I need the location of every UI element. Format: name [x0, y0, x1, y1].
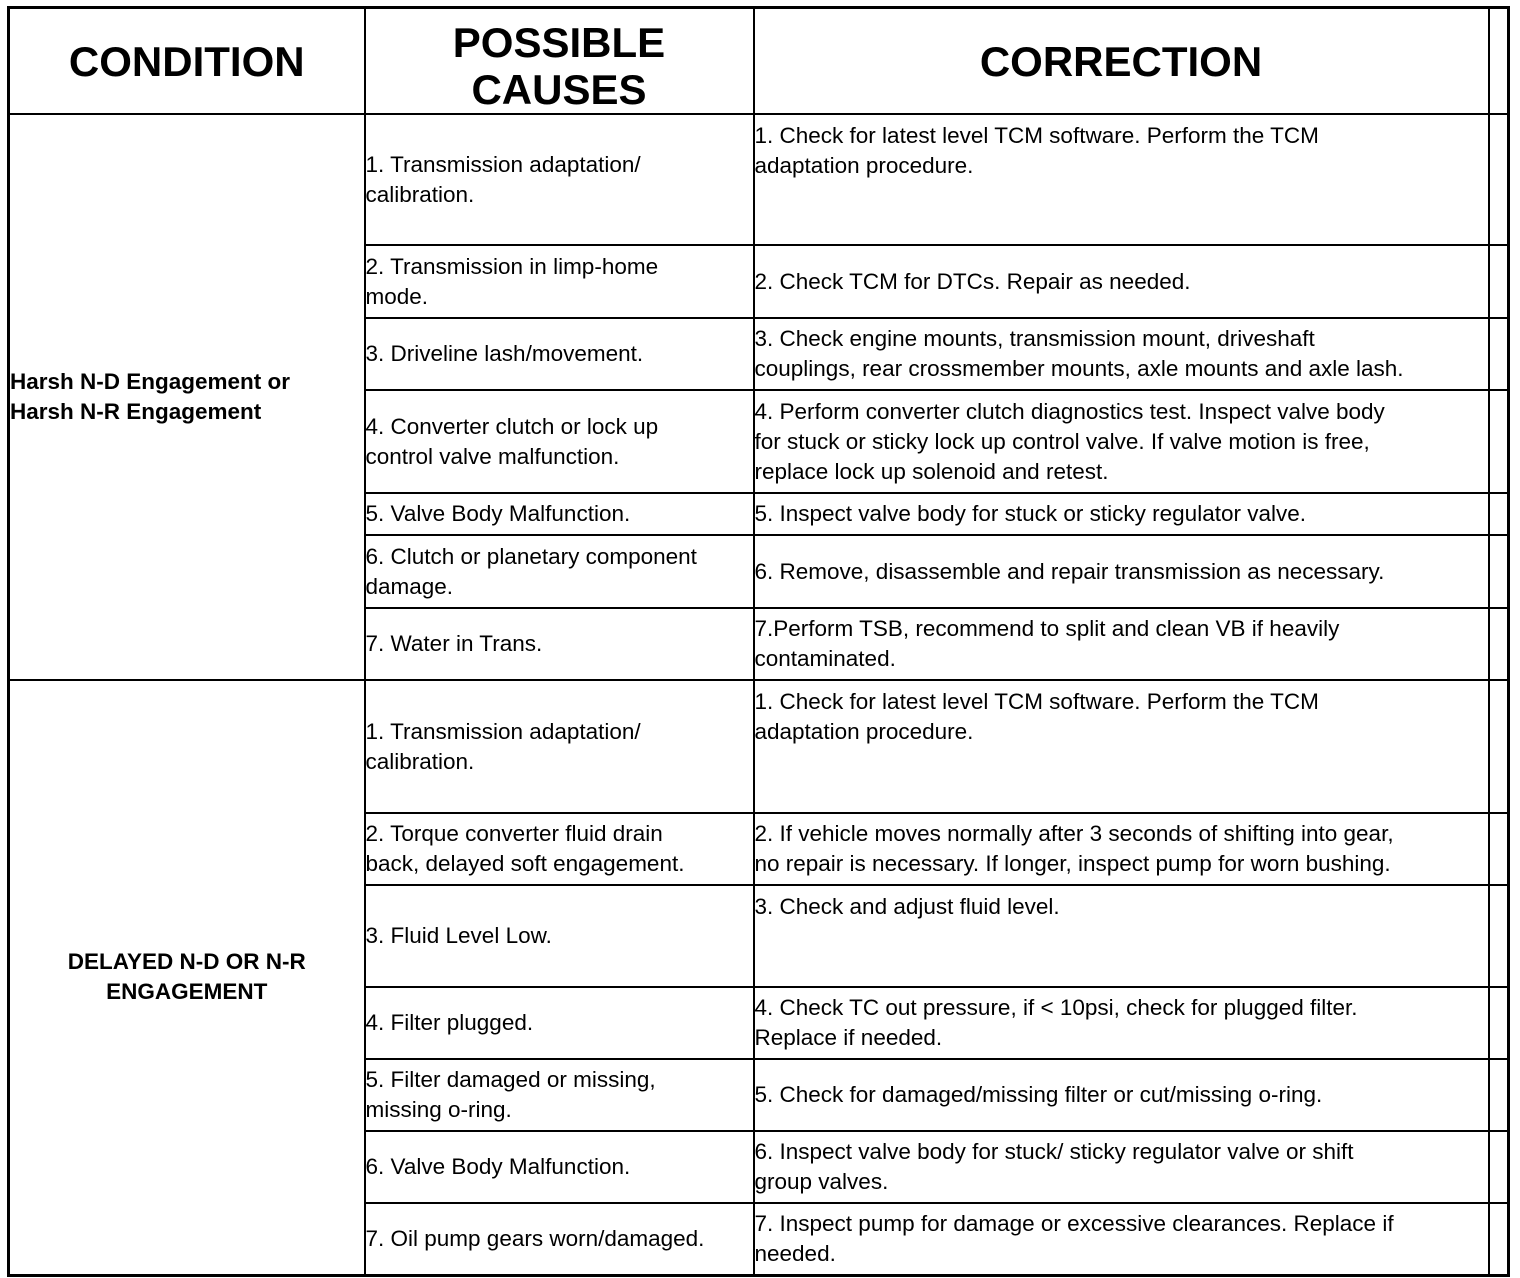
correction-cell: 3. Check and adjust fluid level. [754, 885, 1489, 987]
edge-cell [1489, 493, 1509, 535]
cause-cell: 7. Water in Trans. [365, 608, 754, 680]
edge-cell [1489, 1131, 1509, 1203]
correction-cell: 6. Inspect valve body for stuck/ sticky regulator valve or shift group valves. [754, 1131, 1489, 1203]
cause-cell: 5. Filter damaged or missing, missing o-ring. [365, 1059, 754, 1131]
correction-cell: 7.Perform TSB, recommend to split and clean VB if heavily contaminated. [754, 608, 1489, 680]
header-condition: CONDITION [9, 8, 365, 115]
cause-cell: 7. Oil pump gears worn/damaged. [365, 1203, 754, 1275]
table-row [9, 680, 1509, 813]
edge-cell [1489, 987, 1509, 1059]
condition-cell: Harsh N-D Engagement or Harsh N-R Engagement [9, 114, 365, 680]
correction-cell: 2. Check TCM for DTCs. Repair as needed. [754, 245, 1489, 318]
correction-cell: 1. Check for latest level TCM software. Perform the TCM adaptation procedure. [754, 680, 1489, 813]
edge-cell [1489, 535, 1509, 608]
correction-cell: 3. Check engine mounts, transmission mount, driveshaft couplings, rear crossmember mounts, axle mounts and axle lash. [754, 318, 1489, 390]
edge-cell [1489, 813, 1509, 885]
edge-cell [1489, 245, 1509, 318]
correction-cell: 4. Check TC out pressure, if < 10psi, check for plugged filter. Replace if needed. [754, 987, 1489, 1059]
correction-cell: 4. Perform converter clutch diagnostics test. Inspect valve body for stuck or sticky lock up control valve. If valve motion is free, replace lock up solenoid and retest. [754, 390, 1489, 493]
correction-cell: 5. Check for damaged/missing filter or cut/missing o-ring. [754, 1059, 1489, 1131]
edge-cell [1489, 1203, 1509, 1275]
edge-cell [1489, 1059, 1509, 1131]
cause-cell: 1. Transmission adaptation/ calibration. [365, 114, 754, 245]
condition-cell: DELAYED N-D OR N-R ENGAGEMENT [9, 680, 365, 1275]
correction-cell: 5. Inspect valve body for stuck or sticky regulator valve. [754, 493, 1489, 535]
cause-cell: 2. Torque converter fluid drain back, delayed soft engagement. [365, 813, 754, 885]
cause-cell: 3. Fluid Level Low. [365, 885, 754, 987]
edge-cell [1489, 680, 1509, 813]
edge-cell [1489, 390, 1509, 493]
cause-cell: 6. Clutch or planetary component damage. [365, 535, 754, 608]
header-possible-causes: POSSIBLE CAUSES [365, 8, 754, 115]
cause-cell: 1. Transmission adaptation/ calibration. [365, 680, 754, 813]
edge-cell [1489, 885, 1509, 987]
cause-cell: 4. Converter clutch or lock up control valve malfunction. [365, 390, 754, 493]
edge-cell [1489, 318, 1509, 390]
diagnosis-table [7, 6, 1510, 1277]
correction-cell: 1. Check for latest level TCM software. Perform the TCM adaptation procedure. [754, 114, 1489, 245]
cause-cell: 6. Valve Body Malfunction. [365, 1131, 754, 1203]
correction-cell: 2. If vehicle moves normally after 3 seconds of shifting into gear, no repair is necessary. If longer, inspect pump for worn bushing. [754, 813, 1489, 885]
correction-cell: 7. Inspect pump for damage or excessive clearances. Replace if needed. [754, 1203, 1489, 1275]
cause-cell: 4. Filter plugged. [365, 987, 754, 1059]
edge-cell [1489, 608, 1509, 680]
cause-cell: 3. Driveline lash/movement. [365, 318, 754, 390]
cause-cell: 5. Valve Body Malfunction. [365, 493, 754, 535]
cause-cell: 2. Transmission in limp-home mode. [365, 245, 754, 318]
header-correction: CORRECTION [754, 8, 1489, 115]
correction-cell: 6. Remove, disassemble and repair transmission as necessary. [754, 535, 1489, 608]
header-row [9, 8, 1509, 115]
table-row [9, 114, 1509, 245]
edge-cell [1489, 114, 1509, 245]
edge-cell [1489, 8, 1509, 115]
